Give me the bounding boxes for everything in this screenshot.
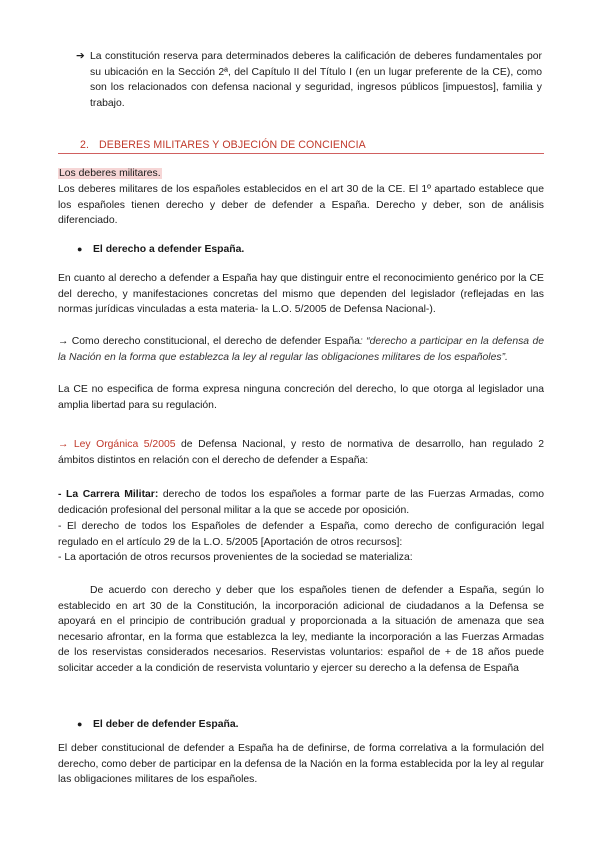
law-paragraph (58, 437, 544, 468)
constitutional-quote: : “derecho a participar en la defensa de la Nación en la forma que establezca la ley al regular las obligaciones militares de los españoles”. (58, 336, 545, 363)
section-title: DEBERES MILITARES Y OBJECIÓN DE CONCIENCIA (99, 139, 366, 151)
arrow-bullet-icon: ➔ (76, 51, 85, 62)
section-number: 2. (80, 139, 90, 151)
constitutional-lead: Como derecho constitucional, el derecho de defender España (71, 336, 360, 347)
intro-text: La constitución reserva para determinados deberes la calificación de deberes fundamentales por su ubicación en la Sección 2ª, del Capítulo II del Título I (en un lugar preferente de la CE), como son los relacionados con defensa nacional y seguridad, ingresos públicos [impuestos], familia y trabajo. (90, 51, 542, 109)
duty-paragraph: El deber constitucional de defender a España ha de definirse, de forma correlativa a la formulación del derecho, como deber de participar en la defensa de la Nación en la forma establecida por la ley al regular las obligaciones militares de los españoles. (58, 743, 544, 785)
law-rest: de Defensa Nacional, y resto de normativa de desarrollo, han regulado 2 ámbitos distintos en relación con el derecho de defender a España: (58, 439, 545, 466)
list-item-resources: - La aportación de otros recursos provenientes de la sociedad se materializa: (58, 552, 413, 563)
list-item-legal-right: - El derecho de todos los Españoles de defender a España, como derecho de configuración legal regulado en el artículo 29 de la L.O. 5/2005 [Aportación de otros recursos]: (58, 521, 544, 548)
military-duties-paragraph: Los deberes militares de los españoles establecidos en el art 30 de la CE. El 1º apartado establece que los españoles tienen derecho y deber de defender a España. Derecho y deber, son de análisis diferenciado. (58, 184, 544, 226)
military-duties-subtitle (58, 166, 544, 182)
arrow-icon: → (58, 439, 69, 450)
constitutional-follow-paragraph: La CE no especifica de forma expresa ninguna concreción del derecho, lo que otorga al legislador una amplia libertad para su regulación. (58, 384, 544, 411)
bullet-label: El deber de defender España. (93, 719, 239, 730)
bullet-dot-icon: ● (77, 719, 83, 729)
constitutional-right-paragraph (58, 334, 544, 365)
law-reference: Ley Orgánica 5/2005 (73, 439, 176, 450)
arrow-icon: → (58, 336, 69, 347)
highlighted-subtitle: Los deberes militares. (59, 168, 161, 179)
heading-divider (58, 153, 544, 154)
list-item-military-career (58, 487, 544, 518)
bullet-label: El derecho a defender España. (93, 244, 245, 255)
bullet-dot-icon: ● (77, 244, 83, 254)
bullet-duty-to-defend (77, 717, 239, 733)
section-heading (80, 138, 366, 154)
reservists-paragraph: De acuerdo con derecho y deber que los españoles tienen de defender a España, según lo establecido en art 30 de la Constitución, la incorporación adicional de ciudadanos a la Defensa se apoyará en el principio de contribución gradual y proporcionada a la situación de amenaza que sea necesario afrontar, en la forma que establezca la ley, mediante la incorporación a las Fuerzas Armadas de los reservistas considerados necesarios. Reservistas voluntarios: español de + de 18 años puede solicitar acceder a la condición de reservista voluntario y ejercer su derecho a la defensa de España (58, 585, 544, 674)
right-paragraph: En cuanto al derecho a defender a España hay que distinguir entre el reconocimiento genérico por la CE del derecho, y manifestaciones concretas del mismo que dependen del legislador (reflejadas en las normas jurídicas vinculadas a esta materia- la L.O. 5/2005 de Defensa Nacional-). (58, 273, 544, 315)
bullet-right-to-defend (77, 242, 244, 258)
list-item-label: - La Carrera Militar: (58, 489, 159, 500)
list-item-text: derecho de todos los españoles a formar parte de las Fuerzas Armadas, como dedicación profesional del personal militar a la que se accede por oposición. (58, 489, 545, 516)
